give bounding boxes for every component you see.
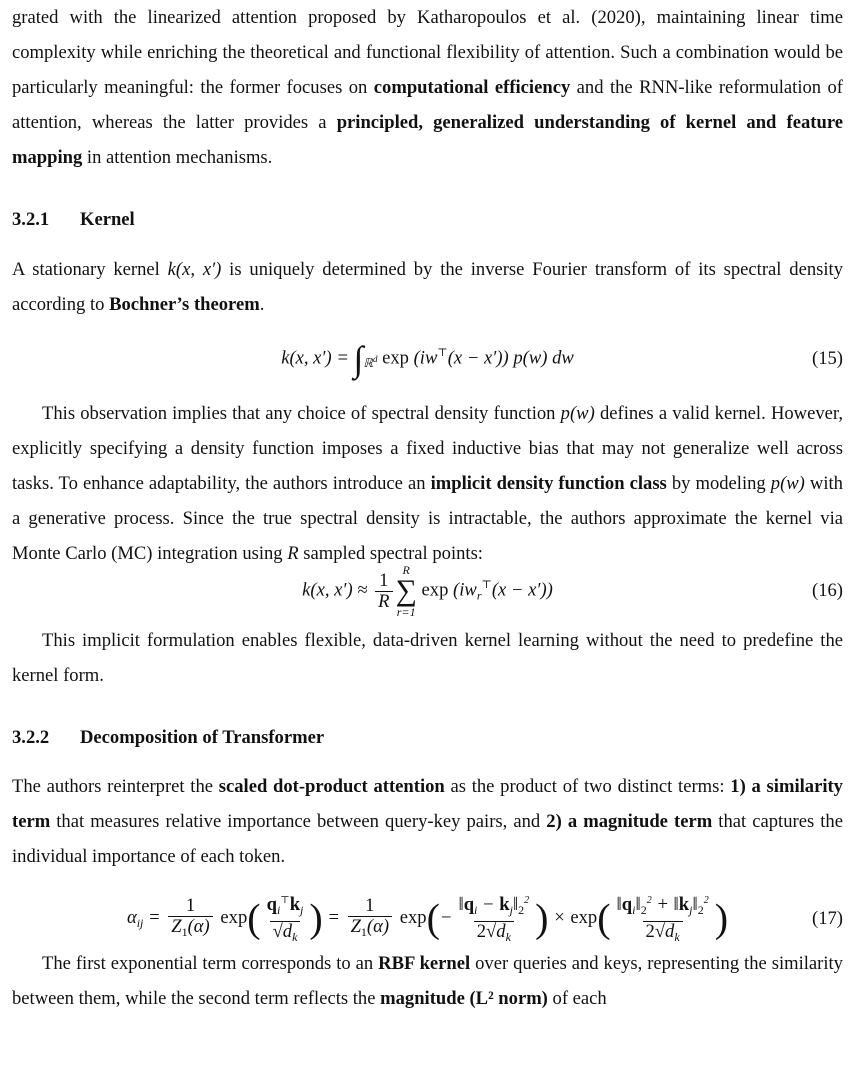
section-heading-3-2-2 <box>12 720 843 755</box>
paper-page <box>12 0 843 1016</box>
text-span: and the RNN-like reformulation of attention, whereas the latter provides a <box>12 77 844 133</box>
text-span: The authors reinterpret the <box>12 776 219 797</box>
equation-15-body: k(x, $x') = \int_{ℝ^d}$ exp (iw⊤(x − x′)) p(w) dw <box>281 339 574 379</box>
inline-math: k(x, x′) <box>167 259 222 280</box>
bold-phrase: 1) a similarity term <box>12 776 843 832</box>
section-title: Decomposition of Transformer <box>80 727 325 748</box>
kernel-paragraph-2 <box>12 396 843 571</box>
text-span: . <box>259 294 265 315</box>
text-span: This observation implies that any choice of spectral density function <box>42 403 561 424</box>
inline-math: p(w) <box>560 403 595 424</box>
text-span: with a generative process. Since the true spectral density is intractable, the authors approximate the kernel via Monte Carlo (MC) integration using <box>12 473 843 564</box>
intro-paragraph <box>12 0 843 175</box>
bold-phrase: magnitude (L² norm) <box>380 988 548 1009</box>
bold-phrase: Bochner’s theorem <box>109 294 260 315</box>
text-span: The first exponential term corresponds to an <box>42 953 379 974</box>
equation-number: (15) <box>812 348 843 369</box>
text-span: over queries and keys, representing the similarity between them, while the second term reflects the <box>12 953 843 1009</box>
equation-16 <box>12 555 843 627</box>
kernel-paragraph-3 <box>12 623 843 693</box>
text-span: as the product of two distinct terms: <box>444 776 731 797</box>
equation-17-body: $\alpha_{ij}$ = $\frac{1}{Z_1(\alpha)}$ exp( $\frac{q_i^⊤k_j}{√d_k}$ ) = $\frac{1}{Z_1(\alpha)}$ exp(− $\frac{‖q_i - k_j‖_2^2}{2√d_k}$ ) × exp( $\frac{‖q_i‖_2^2 + ‖k_j‖_2^2}{2√d_k}$ ) <box>127 891 728 946</box>
section-heading-3-2-1 <box>12 202 843 237</box>
text-span: is uniquely determined by the inverse Fourier transform of its spectral density according to <box>12 259 843 315</box>
equation-16-body: k(x, x′) ≈ $\frac{1}{R}$ R ∑ r=1 $\exp (iw_r^⊤(x - x'))$ <box>302 563 553 619</box>
text-span: that captures the individual importance of each token. <box>12 811 843 867</box>
bold-phrase: RBF kernel <box>378 953 471 974</box>
inline-math: R <box>287 543 299 564</box>
text-span: defines a valid kernel. However, explicitly specifying a density function imposes a fixed inductive bias that may not generalize well across tasks. To enhance adaptability, the authors introduce an <box>12 403 843 494</box>
text-span: by modeling <box>666 473 771 494</box>
bold-phrase: 2) a magnitude term <box>546 811 713 832</box>
inline-math: p(w) <box>770 473 805 494</box>
text-span: sampled spectral points: <box>298 543 483 564</box>
equation-number: (16) <box>812 580 843 601</box>
text-span: A stationary kernel <box>12 259 168 280</box>
bold-phrase: principled, generalized understanding of kernel and feature mapping <box>12 112 843 168</box>
section-title: Kernel <box>80 209 135 230</box>
equation-number: (17) <box>812 908 843 929</box>
bold-phrase: implicit density function class <box>430 473 667 494</box>
text-span: of each <box>547 988 607 1009</box>
equation-17 <box>12 874 843 964</box>
decomposition-paragraph-1 <box>12 769 843 874</box>
section-number: 3.2.2 <box>12 727 50 748</box>
text-span: that measures relative importance between query-key pairs, and <box>50 811 547 832</box>
bold-phrase: computational efficiency <box>373 77 571 98</box>
text-span: in attention mechanisms. <box>82 147 273 168</box>
section-number: 3.2.1 <box>12 209 50 230</box>
kernel-paragraph-1 <box>12 252 843 322</box>
bold-phrase: scaled dot-product attention <box>218 776 445 797</box>
text-span: grated with the linearized attention proposed by Katharopoulos et al. (2020), maintaining linear time complexity while enriching the theoretical and functional flexibility of attention. Such a combination would be particularly meaningful: the former focuses on <box>12 7 843 98</box>
equation-15 <box>12 322 843 396</box>
text-span: This implicit formulation enables flexible, data-driven kernel learning without the need to predefine the kernel form. <box>12 630 843 686</box>
